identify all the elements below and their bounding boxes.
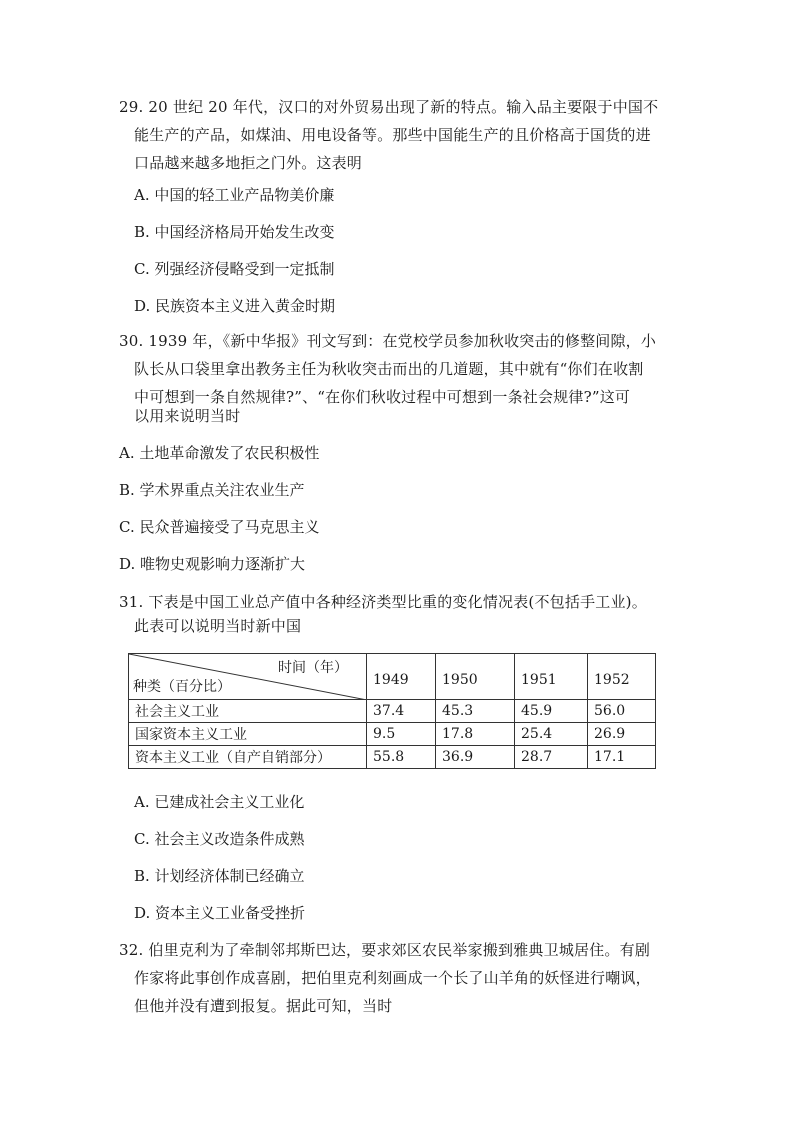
q31-line-2: 此表可以说明当时新中国: [134, 617, 302, 635]
year-header: 1949: [367, 654, 436, 700]
q32-line-3: 但他并没有遭到报复。据此可知，当时: [134, 997, 393, 1015]
table-cell: 56.0: [588, 700, 656, 723]
table-cell: 17.1: [588, 746, 656, 769]
table-cell: 45.3: [436, 700, 515, 723]
q31-option-b: B. 计划经济体制已经确立: [134, 867, 305, 885]
q30-line-3: 中可想到一条自然规律?”、“在你们秋收过程中可想到一条社会规律?”这可: [134, 388, 631, 406]
table-cell: 36.9: [436, 746, 515, 769]
q30-line-4: 以用来说明当时: [134, 407, 241, 425]
year-header: 1950: [436, 654, 515, 700]
q29-option-c: C. 列强经济侵略受到一定抵制: [134, 260, 335, 278]
table-row: [129, 700, 656, 723]
year-header: 1952: [588, 654, 656, 700]
q30-option-d: D. 唯物史观影响力逐渐扩大: [119, 555, 306, 573]
table-cell: 9.5: [367, 723, 436, 746]
row-label: 资本主义工业（自产自销部分）: [129, 746, 367, 769]
table-cell: 25.4: [515, 723, 588, 746]
q30-line-1: 30. 1939 年，《新中华报》刊文写到：在党校学员参加秋收突击的修整间隙，小: [119, 332, 657, 350]
q29-option-b: B. 中国经济格局开始发生改变: [134, 223, 335, 241]
q30-option-a: A. 土地革命激发了农民积极性: [119, 444, 320, 462]
table-cell: 55.8: [367, 746, 436, 769]
q29-option-d: D. 民族资本主义进入黄金时期: [134, 297, 336, 315]
q32-line-2: 作家将此事创作成喜剧，把伯里克利刻画成一个长了山羊角的妖怪进行嘲讽，: [134, 969, 651, 987]
row-label: 社会主义工业: [129, 700, 367, 723]
header-time-label: 时间（年）: [278, 660, 348, 676]
q31-option-d: D. 资本主义工业备受挫折: [134, 904, 306, 922]
q32-line-1: 32. 伯里克利为了牵制邻邦斯巴达，要求郊区农民举家搬到雅典卫城居住。有剧: [119, 941, 651, 959]
table-cell: 26.9: [588, 723, 656, 746]
header-category-label: 种类（百分比）: [133, 679, 231, 695]
q30-option-c: C. 民众普遍接受了马克思主义: [119, 518, 320, 536]
q29-line-2: 能生产的产品，如煤油、用电设备等。那些中国能生产的且价格高于国货的进: [134, 126, 651, 144]
table-header-diagonal-cell: [129, 654, 367, 700]
table-cell: 17.8: [436, 723, 515, 746]
table-row: [129, 746, 656, 769]
row-label: 国家资本主义工业: [129, 723, 367, 746]
q29-line-1: 29. 20 世纪 20 年代，汉口的对外贸易出现了新的特点。输入品主要限于中国不: [119, 98, 659, 116]
q30-option-b: B. 学术界重点关注农业生产: [119, 481, 305, 499]
q29-option-a: A. 中国的轻工业产品物美价廉: [134, 186, 335, 204]
table-cell: 45.9: [515, 700, 588, 723]
industry-share-table: [128, 653, 656, 769]
year-header: 1951: [515, 654, 588, 700]
q31-option-c: C. 社会主义改造条件成熟: [134, 830, 305, 848]
q30-line-2: 队长从口袋里拿出教务主任为秋收突击而出的几道题，其中就有“你们在收割: [134, 360, 644, 378]
q29-line-3: 口品越来越多地拒之门外。这表明: [134, 154, 363, 172]
q31-option-a: A. 已建成社会主义工业化: [134, 793, 305, 811]
q31-line-1: 31. 下表是中国工业总产值中各种经济类型比重的变化情况表(不包括手工业)。: [119, 593, 647, 611]
table-cell: 37.4: [367, 700, 436, 723]
table-row: [129, 723, 656, 746]
table-cell: 28.7: [515, 746, 588, 769]
